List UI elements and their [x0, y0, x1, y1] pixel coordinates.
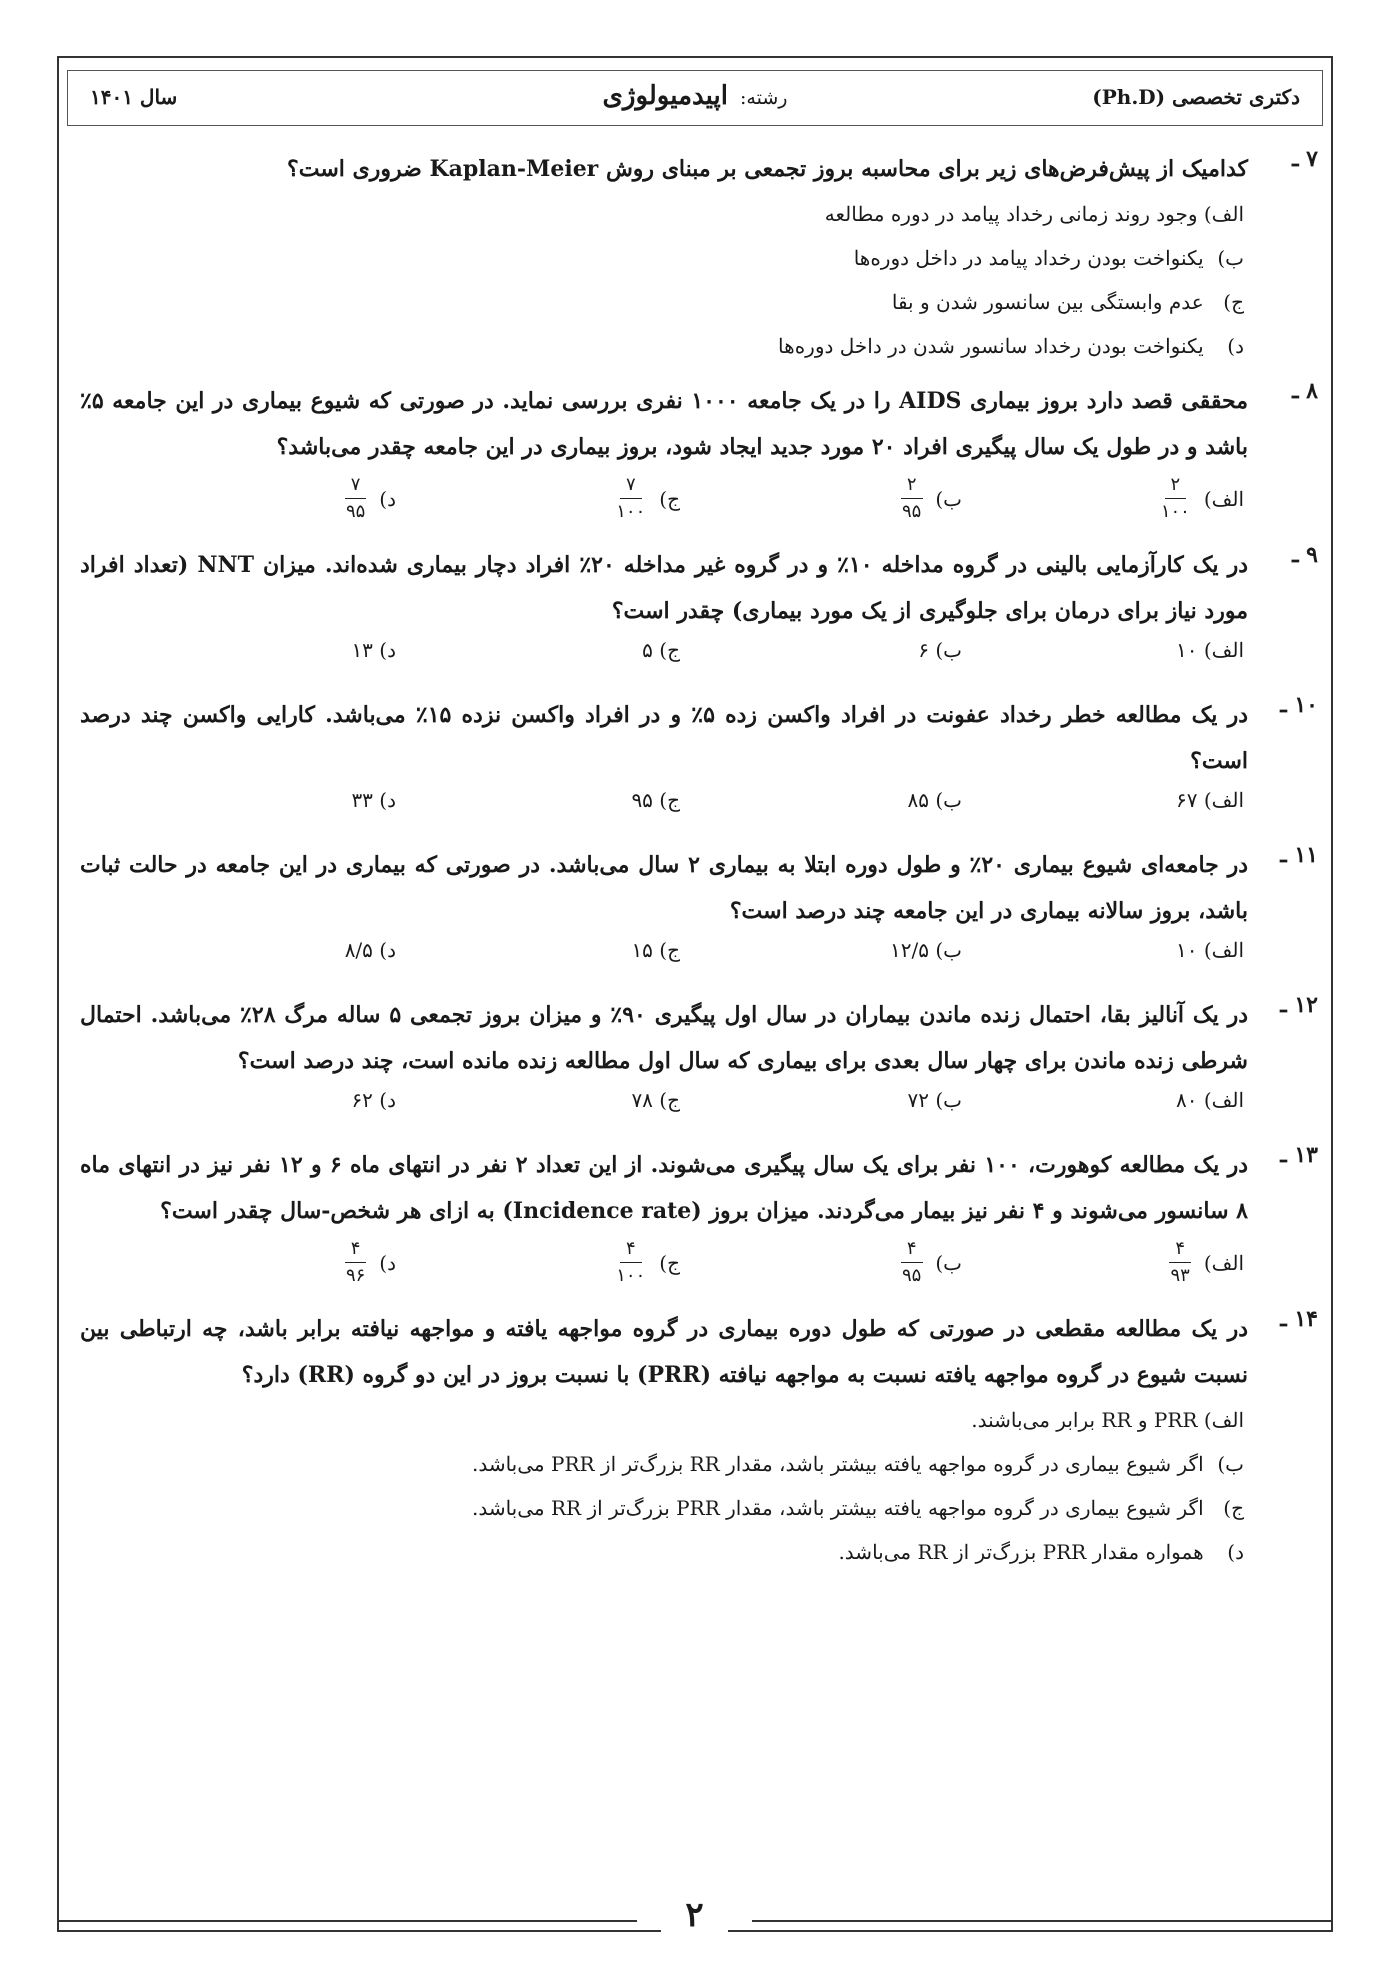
option-b: ب) ۶ — [918, 638, 962, 662]
question-stem: کدامیک از پیش‌فرض‌های زیر برای محاسبه بروز تجمعی بر مبنای روش Kaplan-Meier ضروری است؟ — [287, 156, 1248, 182]
option-b: ب) ۸۵ — [907, 788, 962, 812]
option-a: الف) ۶۷ — [1176, 788, 1244, 812]
options-row — [80, 1234, 1248, 1296]
option-a: الف) PRR و RR برابر می‌باشند. — [971, 1408, 1244, 1432]
option-b: ب) اگر شیوع بیماری در گروه مواجهه یافته بیشتر باشد، مقدار RR بزرگ‌تر از PRR می‌باشد. — [471, 1452, 1244, 1476]
options-row — [80, 934, 1248, 982]
question-number: ۱۳ ـ — [1280, 1142, 1318, 1168]
question-10 — [80, 692, 1320, 832]
option-d: د) همواره مقدار PRR بزرگ‌تر از RR می‌باشد. — [838, 1540, 1244, 1564]
question-stem: در یک مطالعه خطر رخداد عفونت در افراد واکسن زده ۵٪ و در افراد واکسن نزده ۱۵٪ می‌باشد. کارایی واکسن چند درصد است؟ — [80, 702, 1248, 774]
option-a: الف) $\frac{۴}{۹۳}$ — [1170, 1238, 1244, 1286]
option-c: ج) اگر شیوع بیماری در گروه مواجهه یافته بیشتر باشد، مقدار PRR بزرگ‌تر از RR می‌باشد. — [471, 1496, 1244, 1520]
question-number: ۹ ـ — [1292, 542, 1318, 568]
option-d: د) ۱۳ — [351, 638, 396, 662]
option-c: ج) ۷۸ — [631, 1088, 680, 1112]
option-b: ب) $\frac{۴}{۹۵}$ — [902, 1238, 962, 1286]
question-stem: در یک کارآزمایی بالینی در گروه مداخله ۱۰٪ و در گروه غیر مداخله ۲۰٪ افراد دچار بیماری شده‌اند. میزان NNT (تعداد افراد مورد نیاز برای درمان برای جلوگیری از یک مورد بیماری) چقدر است؟ — [80, 552, 1248, 624]
option-d: د) $\frac{۴}{۹۶}$ — [345, 1238, 396, 1286]
option-b: ب) ۷۲ — [907, 1088, 962, 1112]
option-d: د) ۳۳ — [351, 788, 396, 812]
option-c: ج) ۵ — [642, 638, 680, 662]
question-number: ۸ ـ — [1292, 378, 1318, 404]
question-number: ۱۲ ـ — [1280, 992, 1318, 1018]
field-label: رشته: — [740, 87, 788, 109]
option-c: ج) $\frac{۷}{۱۰۰}$ — [616, 474, 680, 522]
options-list — [80, 192, 1248, 368]
options-row — [80, 634, 1248, 682]
option-a: الف) وجود روند زمانی رخداد پیامد در دوره مطالعه — [824, 202, 1244, 226]
question-stem: در یک آنالیز بقا، احتمال زنده ماندن بیماران در سال اول پیگیری ۹۰٪ و میزان بروز تجمعی ۵ ساله مرگ ۲۸٪ می‌باشد. احتمال شرطی زنده ماندن برای چهار سال بعدی برای بیماری که سال اول مطالعه زنده مانده است، چند درصد است؟ — [80, 1002, 1248, 1074]
options-list — [80, 1398, 1248, 1574]
option-a: الف) ۱۰ — [1176, 638, 1244, 662]
option-d: د) ۸/۵ — [344, 938, 396, 962]
question-number: ۱۴ ـ — [1280, 1306, 1318, 1332]
question-stem: در یک مطالعه کوهورت، ۱۰۰ نفر برای یک سال پیگیری می‌شوند. از این تعداد ۲ نفر در انتهای ماه ۶ و ۱۲ نفر نیز در انتهای ماه ۸ سانسور می‌شوند و ۴ نفر نیز بیمار می‌گردند. میزان بروز (Incidence rate) به ازای هر شخص-سال چقدر است؟ — [80, 1152, 1248, 1224]
question-stem: محققی قصد دارد بروز بیماری AIDS را در یک جامعه ۱۰۰۰ نفری بررسی نماید. در صورتی که شیوع بیماری در این جامعه ۵٪ باشد و در طول یک سال پیگیری افراد ۲۰ مورد جدید ایجاد شود، بروز بیماری در این جامعه چقدر می‌باشد؟ — [80, 388, 1249, 460]
options-row — [80, 784, 1248, 832]
option-a: الف) ۸۰ — [1176, 1088, 1244, 1112]
question-stem: در جامعه‌ای شیوع بیماری ۲۰٪ و طول دوره ابتلا به بیماری ۲ سال می‌باشد. در صورتی که بیماری در این جامعه در حالت ثبات باشد، بروز سالانه بیماری در این جامعه چند درصد است؟ — [80, 852, 1248, 924]
question-11 — [80, 842, 1320, 982]
options-row — [80, 470, 1248, 532]
option-d: د) ۶۲ — [351, 1088, 396, 1112]
option-c: ج) عدم وابستگی بین سانسور شدن و بقا — [891, 290, 1244, 314]
exam-header — [67, 70, 1323, 126]
question-13 — [80, 1142, 1320, 1296]
option-a: الف) $\frac{۲}{۱۰۰}$ — [1160, 474, 1244, 522]
question-7 — [80, 146, 1320, 368]
question-14 — [80, 1306, 1320, 1574]
option-d: د) یکنواخت بودن رخداد سانسور شدن در داخل دوره‌ها — [778, 334, 1244, 358]
degree-label: دکتری تخصصی (Ph.D) — [1092, 85, 1300, 109]
page-number: ۲ — [0, 1895, 1389, 1935]
exam-year: سال ۱۴۰۱ — [90, 85, 178, 109]
field-title — [68, 81, 1322, 111]
question-number: ۷ ـ — [1292, 146, 1318, 172]
question-stem: در یک مطالعه مقطعی در صورتی که طول دوره بیماری در گروه مواجهه یافته و مواجهه نیافته برابر باشد، چه ارتباطی بین نسبت شیوع در گروه مواجهه یافته نسبت به مواجهه نیافته (PRR) با نسبت بروز در این دو گروه (RR) دارد؟ — [80, 1316, 1248, 1388]
field-name: اپیدمیولوژی — [602, 81, 728, 111]
option-b: ب) یکنواخت بودن رخداد پیامد در داخل دوره‌ها — [853, 246, 1244, 270]
option-c: ج) $\frac{۴}{۱۰۰}$ — [616, 1238, 680, 1286]
questions-area — [80, 146, 1320, 1574]
question-9 — [80, 542, 1320, 682]
question-number: ۱۰ ـ — [1280, 692, 1318, 718]
options-row — [80, 1084, 1248, 1132]
option-c: ج) ۱۵ — [631, 938, 680, 962]
option-b: ب) ۱۲/۵ — [890, 938, 962, 962]
option-d: د) $\frac{۷}{۹۵}$ — [345, 474, 396, 522]
option-c: ج) ۹۵ — [631, 788, 680, 812]
question-number: ۱۱ ـ — [1280, 842, 1318, 868]
question-12 — [80, 992, 1320, 1132]
option-b: ب) $\frac{۲}{۹۵}$ — [902, 474, 962, 522]
question-8 — [80, 378, 1320, 532]
option-a: الف) ۱۰ — [1176, 938, 1244, 962]
